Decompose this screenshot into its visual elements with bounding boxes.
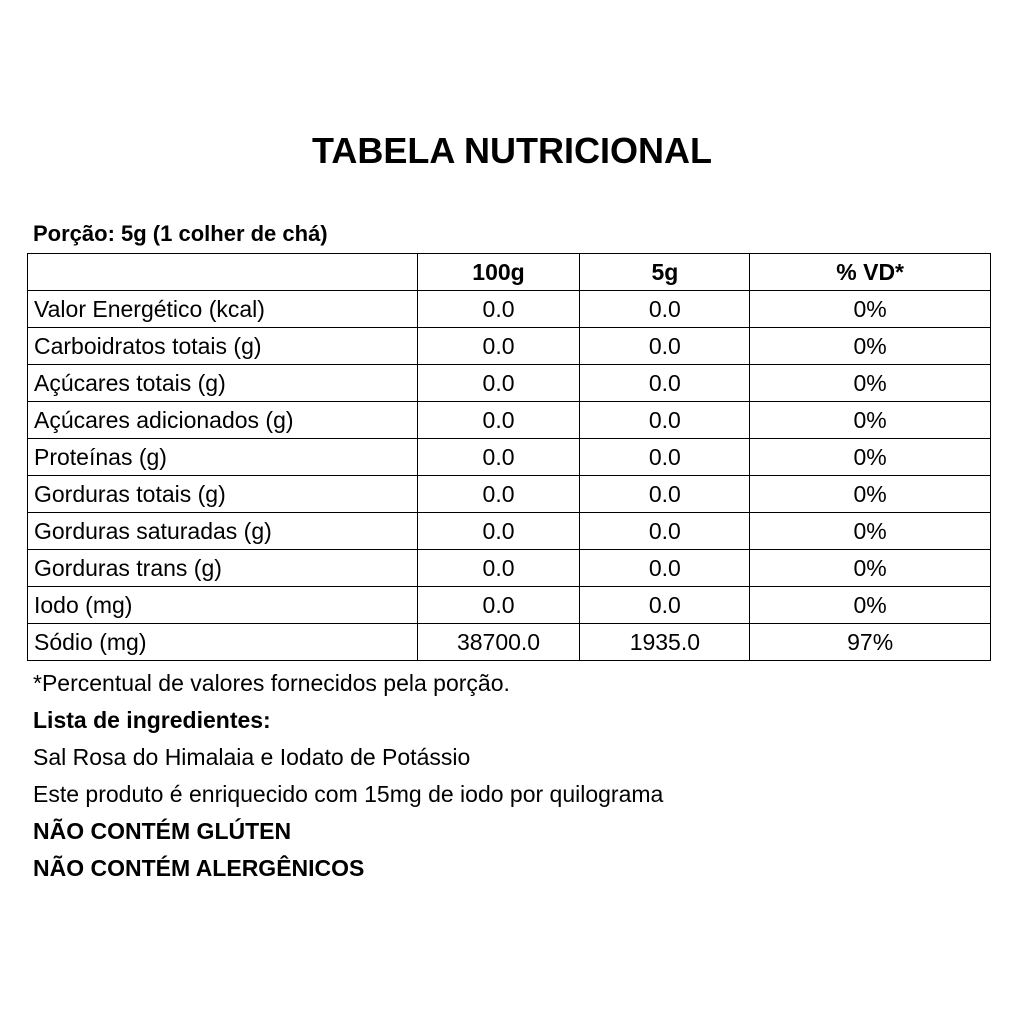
value-portion: 0.0: [580, 439, 750, 476]
value-vd: 0%: [750, 476, 991, 513]
header-vd: % VD*: [750, 254, 991, 291]
nutrient-name: Açúcares adicionados (g): [28, 402, 418, 439]
nutrition-table: [27, 253, 991, 661]
nutrient-name: Açúcares totais (g): [28, 365, 418, 402]
value-vd: 0%: [750, 291, 991, 328]
table-row: [28, 587, 991, 624]
value-vd: 0%: [750, 587, 991, 624]
table-row: [28, 291, 991, 328]
value-vd: 0%: [750, 550, 991, 587]
nutrient-name: Gorduras totais (g): [28, 476, 418, 513]
nutrient-name: Proteínas (g): [28, 439, 418, 476]
nutrient-name: Gorduras saturadas (g): [28, 513, 418, 550]
enrichment-note: Este produto é enriquecido com 15mg de iodo por quilograma: [33, 781, 664, 807]
value-portion: 1935.0: [580, 624, 750, 661]
ingredients-text: Sal Rosa do Himalaia e Iodato de Potássio: [33, 744, 471, 770]
header-nutrient: [28, 254, 418, 291]
value-100g: 0.0: [417, 513, 580, 550]
table-row: [28, 365, 991, 402]
value-vd: 97%: [750, 624, 991, 661]
value-portion: 0.0: [580, 291, 750, 328]
value-portion: 0.0: [580, 550, 750, 587]
value-portion: 0.0: [580, 365, 750, 402]
page-title: TABELA NUTRICIONAL: [312, 130, 712, 171]
nutrient-name: Sódio (mg): [28, 624, 418, 661]
value-portion: 0.0: [580, 476, 750, 513]
table-row: [28, 513, 991, 550]
footer-text: [33, 665, 663, 887]
portion-label: Porção: 5g (1 colher de chá): [33, 221, 328, 246]
table-header-row: [28, 254, 991, 291]
nutrient-name: Carboidratos totais (g): [28, 328, 418, 365]
value-100g: 0.0: [417, 291, 580, 328]
table-row: [28, 476, 991, 513]
vd-footnote: *Percentual de valores fornecidos pela porção.: [33, 670, 510, 696]
value-portion: 0.0: [580, 513, 750, 550]
value-vd: 0%: [750, 402, 991, 439]
value-vd: 0%: [750, 513, 991, 550]
value-100g: 0.0: [417, 439, 580, 476]
value-portion: 0.0: [580, 328, 750, 365]
header-100g: 100g: [417, 254, 580, 291]
value-100g: 0.0: [417, 587, 580, 624]
value-vd: 0%: [750, 328, 991, 365]
value-100g: 0.0: [417, 550, 580, 587]
ingredients-heading: Lista de ingredientes:: [33, 707, 271, 733]
table-row: [28, 402, 991, 439]
value-portion: 0.0: [580, 587, 750, 624]
value-100g: 0.0: [417, 402, 580, 439]
nutrient-name: Gorduras trans (g): [28, 550, 418, 587]
table-row: [28, 550, 991, 587]
warning-gluten: NÃO CONTÉM GLÚTEN: [33, 818, 292, 844]
value-vd: 0%: [750, 439, 991, 476]
value-portion: 0.0: [580, 402, 750, 439]
header-portion: 5g: [580, 254, 750, 291]
value-100g: 38700.0: [417, 624, 580, 661]
value-vd: 0%: [750, 365, 991, 402]
table-row: [28, 328, 991, 365]
warning-allergens: NÃO CONTÉM ALERGÊNICOS: [33, 855, 365, 881]
value-100g: 0.0: [417, 365, 580, 402]
value-100g: 0.0: [417, 328, 580, 365]
table-row: [28, 624, 991, 661]
table-row: [28, 439, 991, 476]
value-100g: 0.0: [417, 476, 580, 513]
nutrient-name: Valor Energético (kcal): [28, 291, 418, 328]
nutrient-name: Iodo (mg): [28, 587, 418, 624]
